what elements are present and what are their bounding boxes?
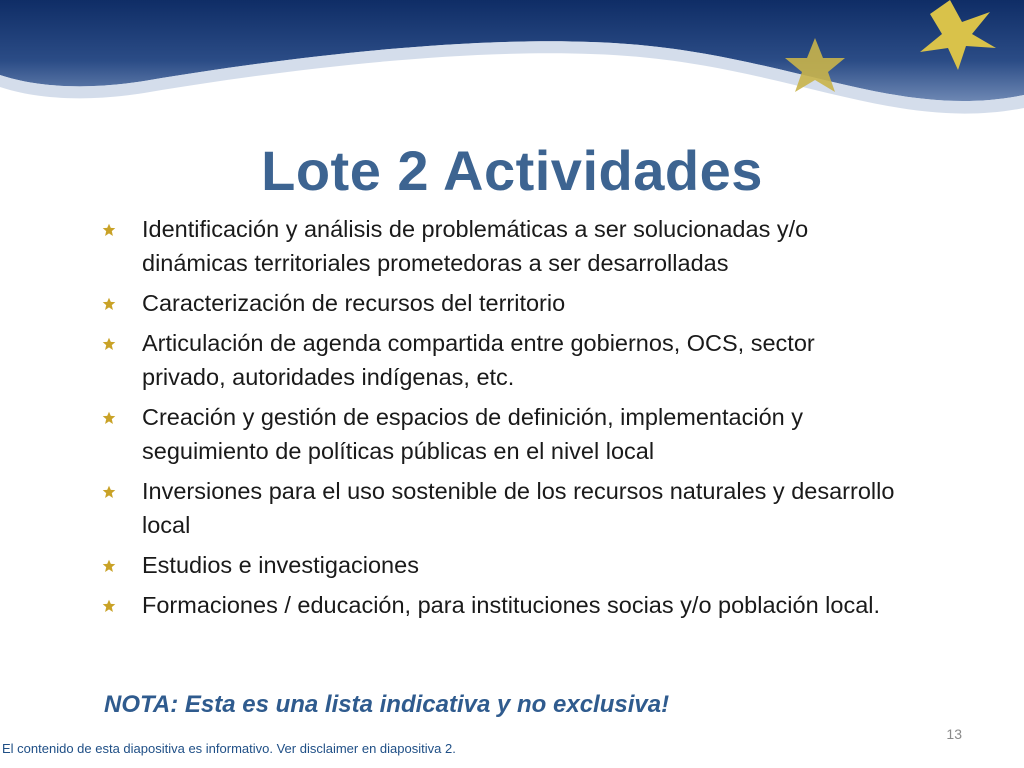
list-item-text: Formaciones / educación, para instituciones socias y/o población local. xyxy=(142,592,881,618)
bullet-star-icon xyxy=(102,223,116,237)
list-item xyxy=(102,326,902,394)
activities-list xyxy=(102,212,902,628)
list-item-text: Creación y gestión de espacios de definición, implementación y seguimiento de políticas públicas en el nivel local xyxy=(142,404,803,464)
list-item xyxy=(102,474,902,542)
list-item-text: Identificación y análisis de problemáticas a ser solucionadas y/o dinámicas territoriales prometedoras a ser desarrolladas xyxy=(142,216,809,276)
list-item xyxy=(102,588,902,622)
bullet-star-icon xyxy=(102,411,116,425)
slide-number: 13 xyxy=(946,726,962,742)
slide-title: Lote 2 Actividades xyxy=(261,139,763,202)
bullet-star-icon xyxy=(102,559,116,573)
list-item xyxy=(102,212,902,280)
list-item-text: Articulación de agenda compartida entre gobiernos, OCS, sector privado, autoridades indígenas, etc. xyxy=(142,330,815,390)
list-item-text: Caracterización de recursos del territorio xyxy=(142,290,566,316)
list-item-text: Estudios e investigaciones xyxy=(142,552,419,578)
list-item xyxy=(102,400,902,468)
bullet-star-icon xyxy=(102,485,116,499)
eu-flag-banner xyxy=(0,0,1024,150)
note-text: NOTA: Esta es una lista indicativa y no exclusiva! xyxy=(104,691,670,718)
list-item-text: Inversiones para el uso sostenible de los recursos naturales y desarrollo local xyxy=(142,478,895,538)
disclaimer-text: El contenido de esta diapositiva es informativo. Ver disclaimer en diapositiva 2. xyxy=(2,741,456,756)
list-item xyxy=(102,286,902,320)
bullet-star-icon xyxy=(102,599,116,613)
bullet-star-icon xyxy=(102,297,116,311)
bullet-star-icon xyxy=(102,337,116,351)
list-item xyxy=(102,548,902,582)
